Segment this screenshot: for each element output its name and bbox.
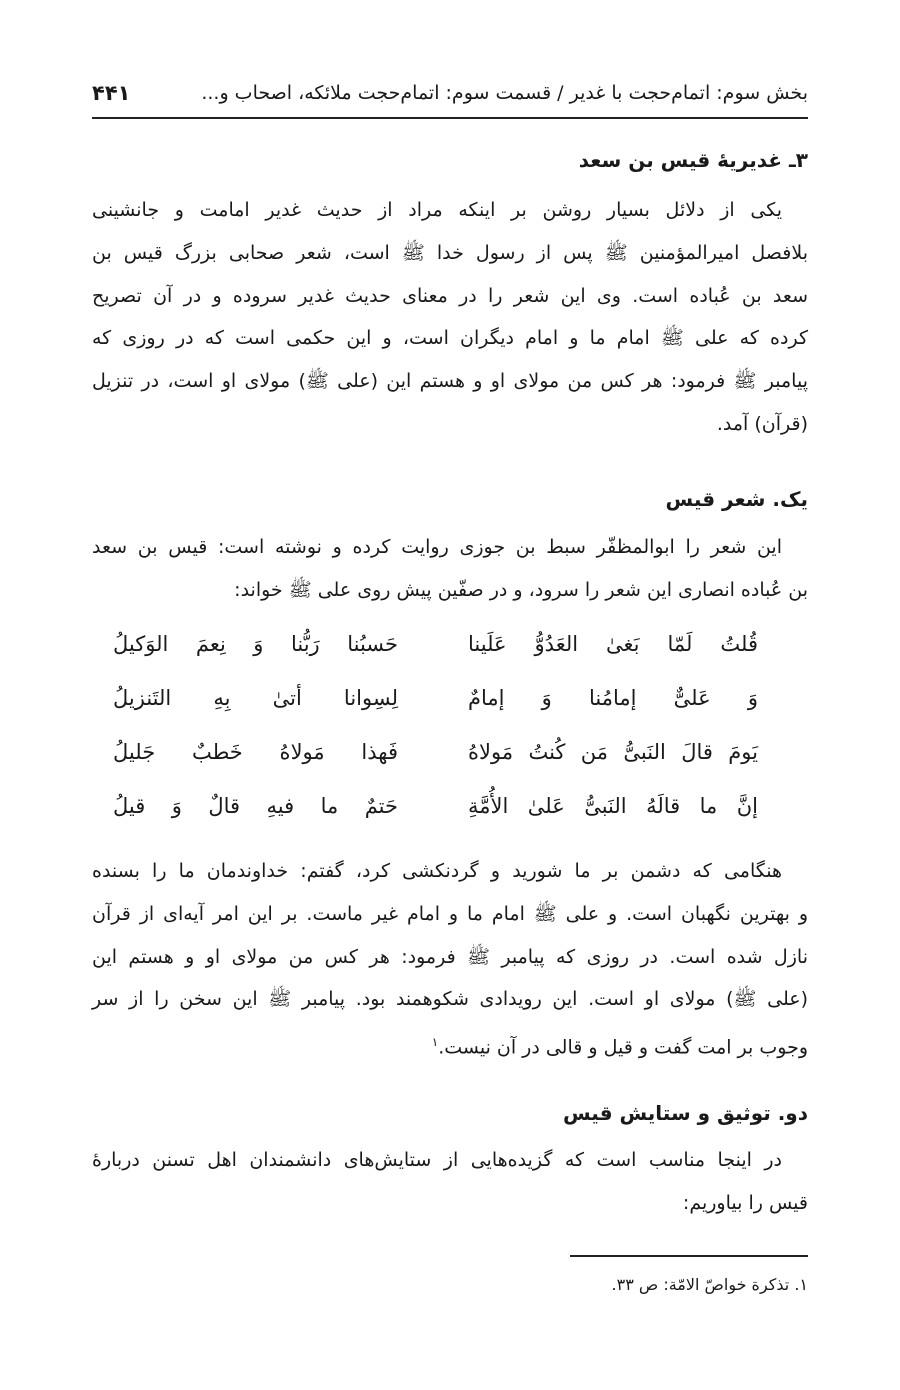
text-line: قیس را بیاوریم:	[682, 1191, 808, 1214]
verse-first-hemistich: یَومَ قالَ النَبیُّ مَن کُنتُ مَولاهُ	[468, 740, 758, 764]
running-title: بخش سوم: اتمام‌حجت با غدیر / قسمت سوم: اتمام‌حجت ملائکه، اصحاب و...	[201, 82, 808, 104]
section-intro-paragraph	[92, 189, 808, 446]
text-line-content: وجوب بر امت گفت و قیل و قالی در آن نیست.	[438, 1036, 808, 1059]
page-number: ۴۴۱	[92, 81, 131, 105]
text-line: هنگامی که دشمن بر ما شورید و گردنکشی کرد، گفتم: خداوندمان ما را بسنده	[92, 860, 782, 882]
verse-first-hemistich: قُلتُ لَمّا بَغیٰ العَدُوُّ عَلَینا	[468, 632, 758, 656]
poem-intro-paragraph	[92, 526, 808, 612]
verse-row	[92, 686, 808, 740]
running-header	[92, 76, 808, 110]
verse-second-hemistich: فَهذا مَولاهُ خَطبٌ جَلیلُ	[113, 740, 398, 764]
text-line: بن عُباده انصاری این شعر را سرود، و در صفّین پیش روی علی ﷺ خواند:	[234, 578, 808, 601]
text-line: یکی از دلائل بسیار روشن بر اینکه مراد از حدیث غدیر امامت و جانشینی	[92, 199, 782, 221]
verse-row	[92, 794, 808, 848]
verse-row	[92, 632, 808, 686]
footnote-rule	[570, 1255, 808, 1257]
text-line: سعد بن عُباده است. وی این شعر را در معنای حدیث غدیر سروده و در آن تصریح	[92, 284, 808, 307]
verse-row	[92, 740, 808, 794]
text-line: این شعر را ابوالمظفّر سبط بن جوزی روایت کرده و نوشته است: قیس بن سعد	[92, 536, 782, 558]
text-line: (علی ﷺ) مولای او است. این رویدادی شکوهمند بود. پیامبر ﷺ این سخن را از سر	[92, 988, 808, 1011]
verse-first-hemistich: إنَّ ما قالَهُ النَبیُّ عَلیٰ الأُمَّةِ	[468, 794, 758, 818]
verse-second-hemistich: حَتمٌ ما فیهِ قالٌ وَ قیلُ	[113, 794, 398, 818]
verse-second-hemistich: لِسِوانا أتیٰ بِهِ التَنزیلُ	[113, 686, 398, 710]
verse-second-hemistich: حَسبُنا رَبُّنا وَ نِعمَ الوَکیلُ	[113, 632, 398, 656]
text-line: بلافصل امیرالمؤمنین ﷺ پس از رسول خدا ﷺ است، شعر صحابی بزرگ قیس بن	[92, 241, 808, 264]
verse-first-hemistich: وَ عَلیٌّ إمامُنا وَ إمامٌ	[468, 686, 758, 710]
poem-verses	[92, 632, 808, 848]
text-line: (قرآن) آمد.	[716, 412, 808, 435]
subsection-title-1: یک. شعر قیس	[665, 487, 808, 511]
text-line	[92, 1021, 808, 1069]
text-line: نازل شده است. در روزی که پیامبر ﷺ فرمود: هر کس من مولای او و هستم این	[92, 945, 808, 968]
text-line: کرده که علی ﷺ امام ما و امام دیگران است، و این حکمی است که در روزی که	[92, 327, 808, 350]
header-rule	[92, 117, 808, 119]
text-line: در اینجا مناسب است که گزیده‌هایی از ستایش‌های دانشمندان اهل تسنن دربارهٔ	[92, 1149, 782, 1171]
text-line: و بهترین نگهبان است. و علی ﷺ امام ما و امام غیر ماست. بر این امر آیه‌ای از قرآن	[92, 902, 808, 925]
translation-paragraph	[92, 850, 808, 1069]
section-title: ۳ـ غدیریهٔ قیس بن سعد	[578, 148, 808, 172]
praise-intro-paragraph	[92, 1139, 808, 1225]
footnote: ۱. تذکرة خواصّ الامّة: ص ۳۳.	[611, 1275, 808, 1294]
footnote-marker: ۱	[431, 1035, 439, 1050]
text-line: پیامبر ﷺ فرمود: هر کس من مولای او و هستم این (علی ﷺ) مولای او است، در تنزیل	[92, 370, 808, 393]
subsection-title-2: دو. توثیق و ستایش قیس	[563, 1101, 808, 1125]
